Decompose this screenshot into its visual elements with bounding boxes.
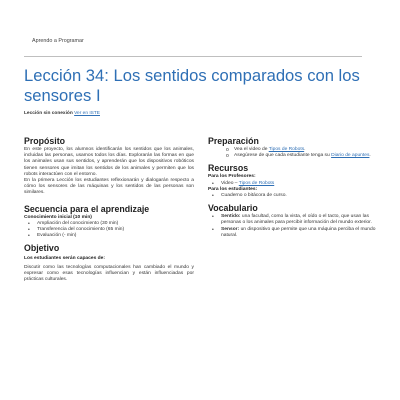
preparation-item-end: . — [304, 147, 306, 152]
preparation-notebook-link[interactable]: Diario de apuntes — [331, 153, 370, 159]
left-column — [24, 136, 194, 283]
lesson-title: Lección 34: Los sentidos comparados con los sensores I — [24, 66, 360, 105]
resources-teacher-prefix: Video – — [221, 180, 239, 186]
resources-students-list — [208, 193, 378, 199]
resources-students-label: Para los estudiantes: — [208, 186, 258, 192]
header-divider — [24, 56, 362, 57]
purpose-paragraph — [24, 147, 194, 178]
vocabulary-definition: una facultad, como la vista, el oído o el tacto, que usan las personas o los animales para percibir información del mundo exterior. — [221, 214, 372, 226]
resources-teachers-label: Para los Profesores: — [208, 174, 256, 180]
preparation-item-end: . — [369, 153, 371, 159]
vocabulary-item — [208, 214, 378, 226]
resources-teacher-item — [208, 181, 378, 187]
right-column — [208, 136, 378, 239]
resources-teachers-list — [208, 181, 378, 187]
sequence-list — [24, 221, 194, 240]
sequence-item: • Ampliación del conocimiento (30 min) — [24, 221, 194, 227]
purpose-text-3: sensores que imitan los sentidos de los animales y permiten que los robots interactúen con el entorno. — [24, 165, 194, 177]
vocabulary-term: Sensor: — [221, 226, 240, 232]
vocabulary-definition: un dispositivo que permite que una máquina perciba el mundo natural. — [221, 226, 376, 238]
circle-bullet-icon: o — [226, 153, 229, 160]
objective-text: Discutir como las tecnologías computacionales han cambiado el mundo y expresar como esas tecnologías influencian y están influenciadas por prácticas culturales. — [24, 264, 194, 283]
preparation-item-text: Vea el video de — [234, 147, 269, 152]
vocabulary-term: Sentido: — [221, 214, 241, 220]
preparation-heading: Preparación — [208, 136, 259, 146]
objective-subheading: Los estudiantes serán capaces de: — [24, 256, 106, 262]
course-header: Aprendo a Programar — [32, 38, 84, 44]
circle-bullet-icon: o — [226, 147, 229, 153]
lesson-mode-label: Lección sin conexión — [24, 111, 73, 116]
sequence-initial-knowledge: Conocimiento inicial (10 min) — [24, 214, 92, 220]
lesson-mode-line — [24, 111, 100, 116]
preparation-list — [208, 147, 378, 159]
vocabulary-item — [208, 227, 378, 239]
vocabulary-heading: Vocabulario — [208, 203, 258, 214]
lesson-mode-link[interactable]: Ver en ISTE — [74, 111, 100, 116]
purpose-paragraph-2: En la primera Lección los estudiantes reflexionarán y dialogarán respecto a cómo los sensores de las máquinas y los sentidos de las personas son similares. — [24, 178, 194, 196]
resources-video-link[interactable]: Tipos de Robots — [238, 180, 275, 186]
sequence-heading: Secuencia para el aprendizaje — [24, 203, 150, 214]
preparation-item-text: Asegúrese de que cada estudiante tenga su — [234, 153, 332, 159]
objective-heading: Objetivo — [24, 243, 60, 254]
resources-heading: Recursos — [208, 163, 249, 174]
preparation-item — [208, 153, 378, 159]
purpose-text-1: En este proyecto, los alumnos identificarán los sentidos que los animales, incluidas las personas, usamos todos los — [24, 147, 194, 159]
sequence-item: • Transferencia del conocimiento (65 min) — [24, 227, 194, 233]
resources-student-item: • Cuaderno o bitácora de curso. — [208, 193, 378, 199]
purpose-heading: Propósito — [24, 136, 66, 146]
purpose-text-2: días. Explorarán las formas en que los animales usan sus sentidos, y aprenderán que los dispositivos robóticos tienen — [24, 153, 194, 171]
preparation-video-link[interactable]: Tipos de Robots — [268, 147, 305, 152]
vocabulary-list — [208, 214, 378, 239]
sequence-item: • Evaluación (- min) — [24, 233, 194, 239]
